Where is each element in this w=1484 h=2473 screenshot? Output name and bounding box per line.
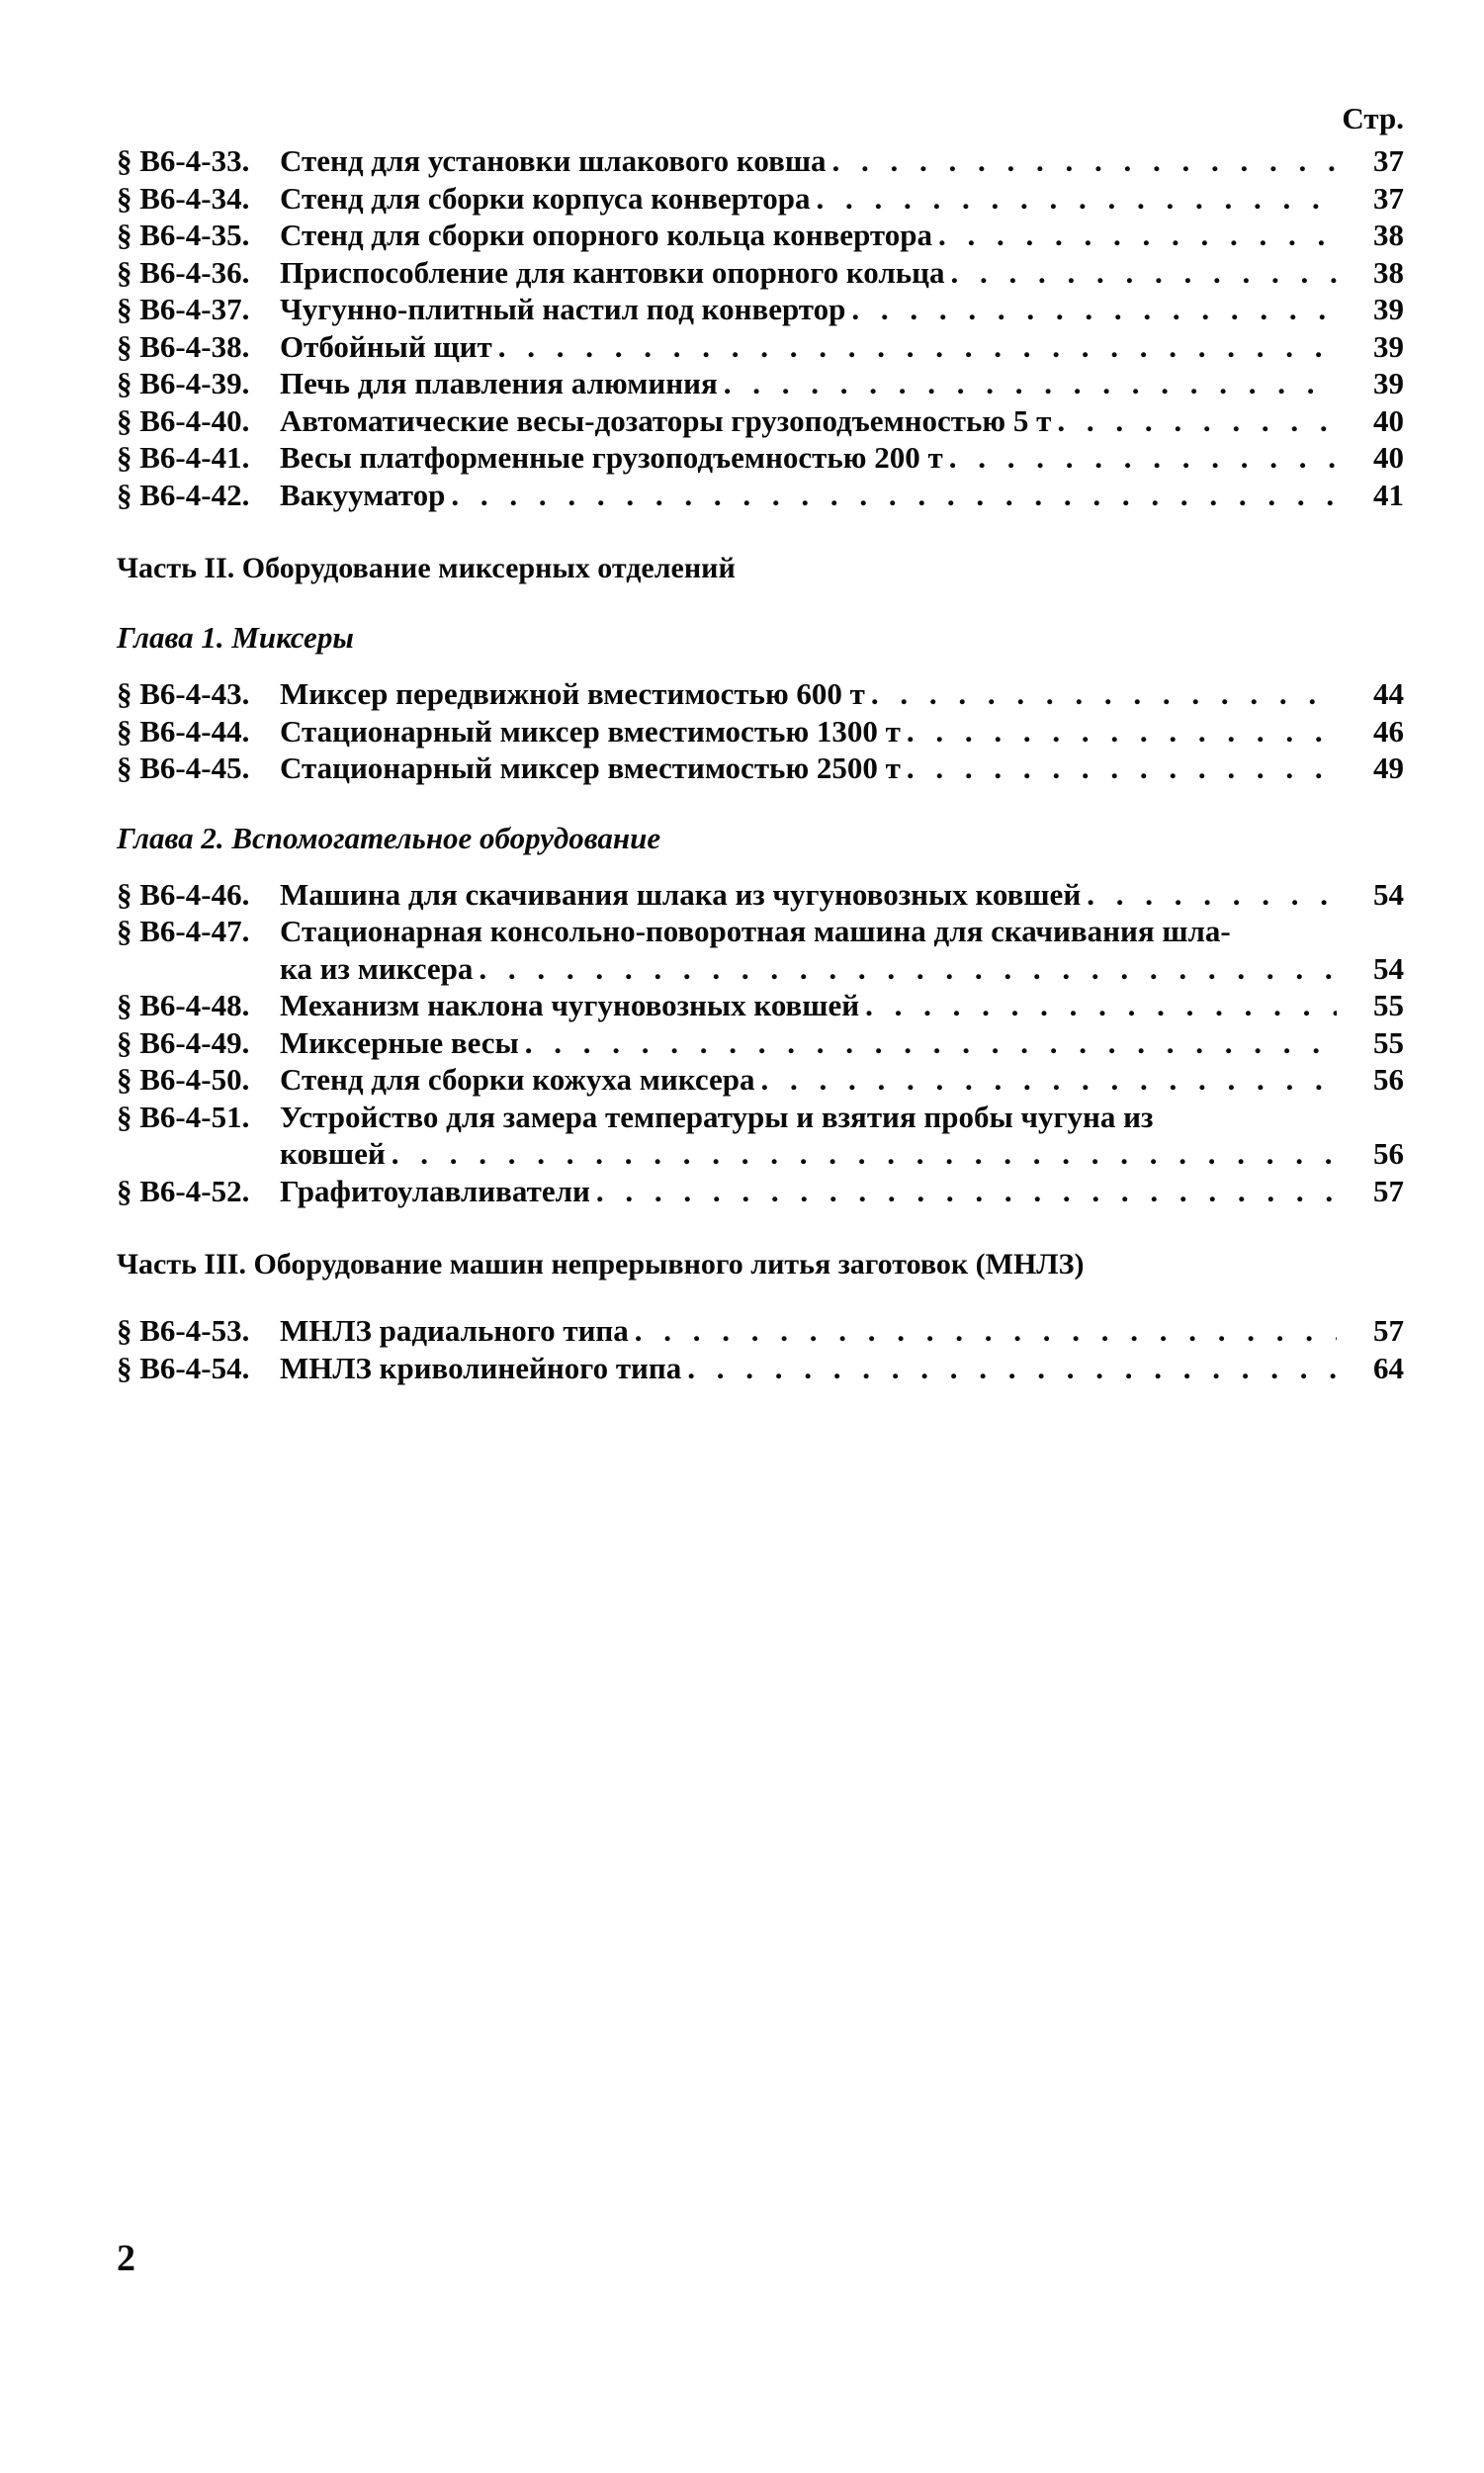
- entry-title: Графитоулавливатели: [280, 1173, 590, 1208]
- entry-page: 39: [1373, 366, 1404, 400]
- dot-leader: [498, 328, 1337, 366]
- entry-page: 54: [1373, 876, 1404, 912]
- toc-entry: [117, 1099, 1404, 1173]
- dot-leader: [1057, 402, 1337, 440]
- entry-page: 39: [1373, 328, 1404, 364]
- section-number: § В6-4-48.: [117, 988, 250, 1022]
- entry-page: 40: [1373, 402, 1404, 438]
- section-number: § В6-4-49.: [117, 1024, 250, 1060]
- toc-entry: [117, 254, 1404, 292]
- toc-entry: [117, 477, 1404, 514]
- toc-entry: [117, 439, 1404, 477]
- chapter-heading: Глава 2. Вспомогательное оборудование: [117, 820, 661, 855]
- toc-entry: [117, 987, 1404, 1024]
- section-number: § В6-4-51.: [117, 1099, 250, 1134]
- entry-title: МНЛЗ криволинейного типа: [280, 1350, 682, 1385]
- entry-page: 54: [1373, 950, 1404, 986]
- toc-group-part-3: [117, 1312, 1404, 1386]
- entry-title: Приспособление для кантовки опорного кольца: [280, 254, 945, 290]
- toc-entry: [117, 291, 1404, 328]
- section-number: § В6-4-34.: [117, 180, 250, 216]
- entry-title: МНЛЗ радиального типа: [280, 1313, 629, 1348]
- dot-leader: [851, 291, 1337, 328]
- dot-leader: [761, 1061, 1338, 1099]
- toc-entry: [117, 365, 1404, 402]
- entry-page: 55: [1373, 1024, 1404, 1060]
- section-number: § В6-4-36.: [117, 254, 250, 290]
- section-number: § В6-4-54.: [117, 1350, 250, 1385]
- toc-entry: [117, 328, 1404, 366]
- entry-title-line-1: Стационарная консольно-поворотная машина для скачивания шла-: [280, 914, 1231, 948]
- dot-leader: [724, 365, 1337, 402]
- toc-entry: [117, 713, 1404, 751]
- toc-entry: [117, 675, 1404, 713]
- dot-leader: [479, 950, 1337, 988]
- entry-title-line-1: Устройство для замера температуры и взятия пробы чугуна из: [280, 1099, 1154, 1134]
- dot-leader: [817, 180, 1338, 218]
- entry-page: 57: [1373, 1173, 1404, 1208]
- toc-entry: [117, 1061, 1404, 1099]
- entry-title: Стенд для сборки опорного кольца конвертора: [280, 218, 932, 252]
- section-number: § В6-4-52.: [117, 1173, 250, 1208]
- part-heading: Часть III. Оборудование машин непрерывного литья заготовок (МНЛЗ): [117, 1248, 1085, 1281]
- chapter-heading: Глава 1. Миксеры: [117, 620, 354, 655]
- entry-title: Стенд для сборки корпуса конвертора: [280, 180, 811, 216]
- entry-page: 56: [1373, 1136, 1404, 1171]
- section-number: § В6-4-50.: [117, 1062, 250, 1097]
- section-number: § В6-4-43.: [117, 676, 250, 711]
- section-number: § В6-4-39.: [117, 366, 250, 400]
- toc-group-chapter-2: [117, 876, 1404, 1210]
- toc-entry: [117, 1312, 1404, 1350]
- entry-title: Стационарный миксер вместимостью 2500 т: [280, 751, 901, 785]
- section-number: § В6-4-37.: [117, 292, 250, 326]
- dot-leader: [635, 1312, 1337, 1350]
- entry-title: Механизм наклона чугуновозных ковшей: [280, 988, 860, 1022]
- entry-title: Стенд для установки шлакового ковша: [280, 143, 827, 178]
- section-number: § В6-4-41.: [117, 440, 250, 475]
- section-number: § В6-4-46.: [117, 876, 250, 912]
- toc-entry: [117, 217, 1404, 254]
- section-number: § В6-4-40.: [117, 402, 250, 438]
- entry-title: Стенд для сборки кожуха миксера: [280, 1062, 755, 1097]
- entry-title: Стационарный миксер вместимостью 1300 т: [280, 713, 901, 749]
- dot-leader: [951, 254, 1337, 292]
- dot-leader: [907, 713, 1337, 751]
- toc-entry: [117, 180, 1404, 218]
- toc-entry: [117, 142, 1404, 180]
- toc-entry: [117, 913, 1404, 987]
- toc-entry: [117, 876, 1404, 914]
- page-number: 2: [117, 2238, 135, 2279]
- dot-leader: [938, 217, 1337, 254]
- dot-leader: [525, 1024, 1337, 1062]
- entry-page: 38: [1373, 254, 1404, 290]
- toc-entry: [117, 402, 1404, 440]
- entry-title: Отбойный щит: [280, 328, 492, 364]
- entry-title: Машина для скачивания шлака из чугуновозных ковшей: [280, 876, 1082, 912]
- entry-page: 49: [1373, 751, 1404, 785]
- dot-leader: [907, 750, 1337, 787]
- section-number: § В6-4-33.: [117, 143, 250, 178]
- entry-title-line-2: ка из миксера: [280, 950, 474, 986]
- entry-page: 37: [1373, 143, 1404, 178]
- dot-leader: [451, 477, 1337, 514]
- part-heading: Часть II. Оборудование миксерных отделений: [117, 552, 736, 584]
- entry-title: Миксерные весы: [280, 1024, 519, 1060]
- section-number: § В6-4-42.: [117, 477, 250, 512]
- entry-page: 40: [1373, 440, 1404, 475]
- dot-leader: [1087, 876, 1337, 914]
- section-number: § В6-4-53.: [117, 1313, 250, 1348]
- dot-leader: [392, 1135, 1337, 1173]
- entry-page: 55: [1373, 988, 1404, 1022]
- toc-entry: [117, 1024, 1404, 1062]
- toc-group-chapter-1: [117, 675, 1404, 787]
- entry-title: Чугунно-плитный настил под конвертор: [280, 292, 846, 326]
- entry-page: 46: [1373, 713, 1404, 749]
- entry-title: Автоматические весы-дозаторы грузоподъемностью 5 т: [280, 402, 1052, 438]
- dot-leader: [687, 1350, 1337, 1387]
- entry-page: 64: [1373, 1350, 1404, 1385]
- entry-title: Печь для плавления алюминия: [280, 366, 718, 400]
- dot-leader: [596, 1173, 1337, 1210]
- toc-page: [117, 95, 1404, 1386]
- toc-entry: [117, 1350, 1404, 1387]
- entry-page: 57: [1373, 1313, 1404, 1348]
- dot-leader: [832, 142, 1338, 180]
- page-column-header: Стр.: [1342, 101, 1404, 135]
- entry-title: Весы платформенные грузоподъемностью 200 т: [280, 440, 943, 475]
- section-number: § В6-4-44.: [117, 713, 250, 749]
- dot-leader: [949, 439, 1337, 477]
- entry-page: 39: [1373, 292, 1404, 326]
- entry-page: 38: [1373, 218, 1404, 252]
- toc-group-1: [117, 142, 1404, 513]
- section-number: § В6-4-38.: [117, 328, 250, 364]
- dot-leader: [865, 987, 1337, 1024]
- toc-entry: [117, 1173, 1404, 1210]
- section-number: § В6-4-45.: [117, 751, 250, 785]
- section-number: § В6-4-35.: [117, 218, 250, 252]
- entry-page: 44: [1373, 676, 1404, 711]
- toc-entry: [117, 750, 1404, 787]
- entry-page: 56: [1373, 1062, 1404, 1097]
- dot-leader: [871, 675, 1337, 713]
- entry-title-line-2: ковшей: [280, 1136, 386, 1171]
- entry-title: Вакууматор: [280, 477, 446, 512]
- entry-title: Миксер передвижной вместимостью 600 т: [280, 676, 865, 711]
- entry-page: 37: [1373, 180, 1404, 216]
- section-number: § В6-4-47.: [117, 914, 250, 948]
- entry-page: 41: [1373, 477, 1404, 512]
